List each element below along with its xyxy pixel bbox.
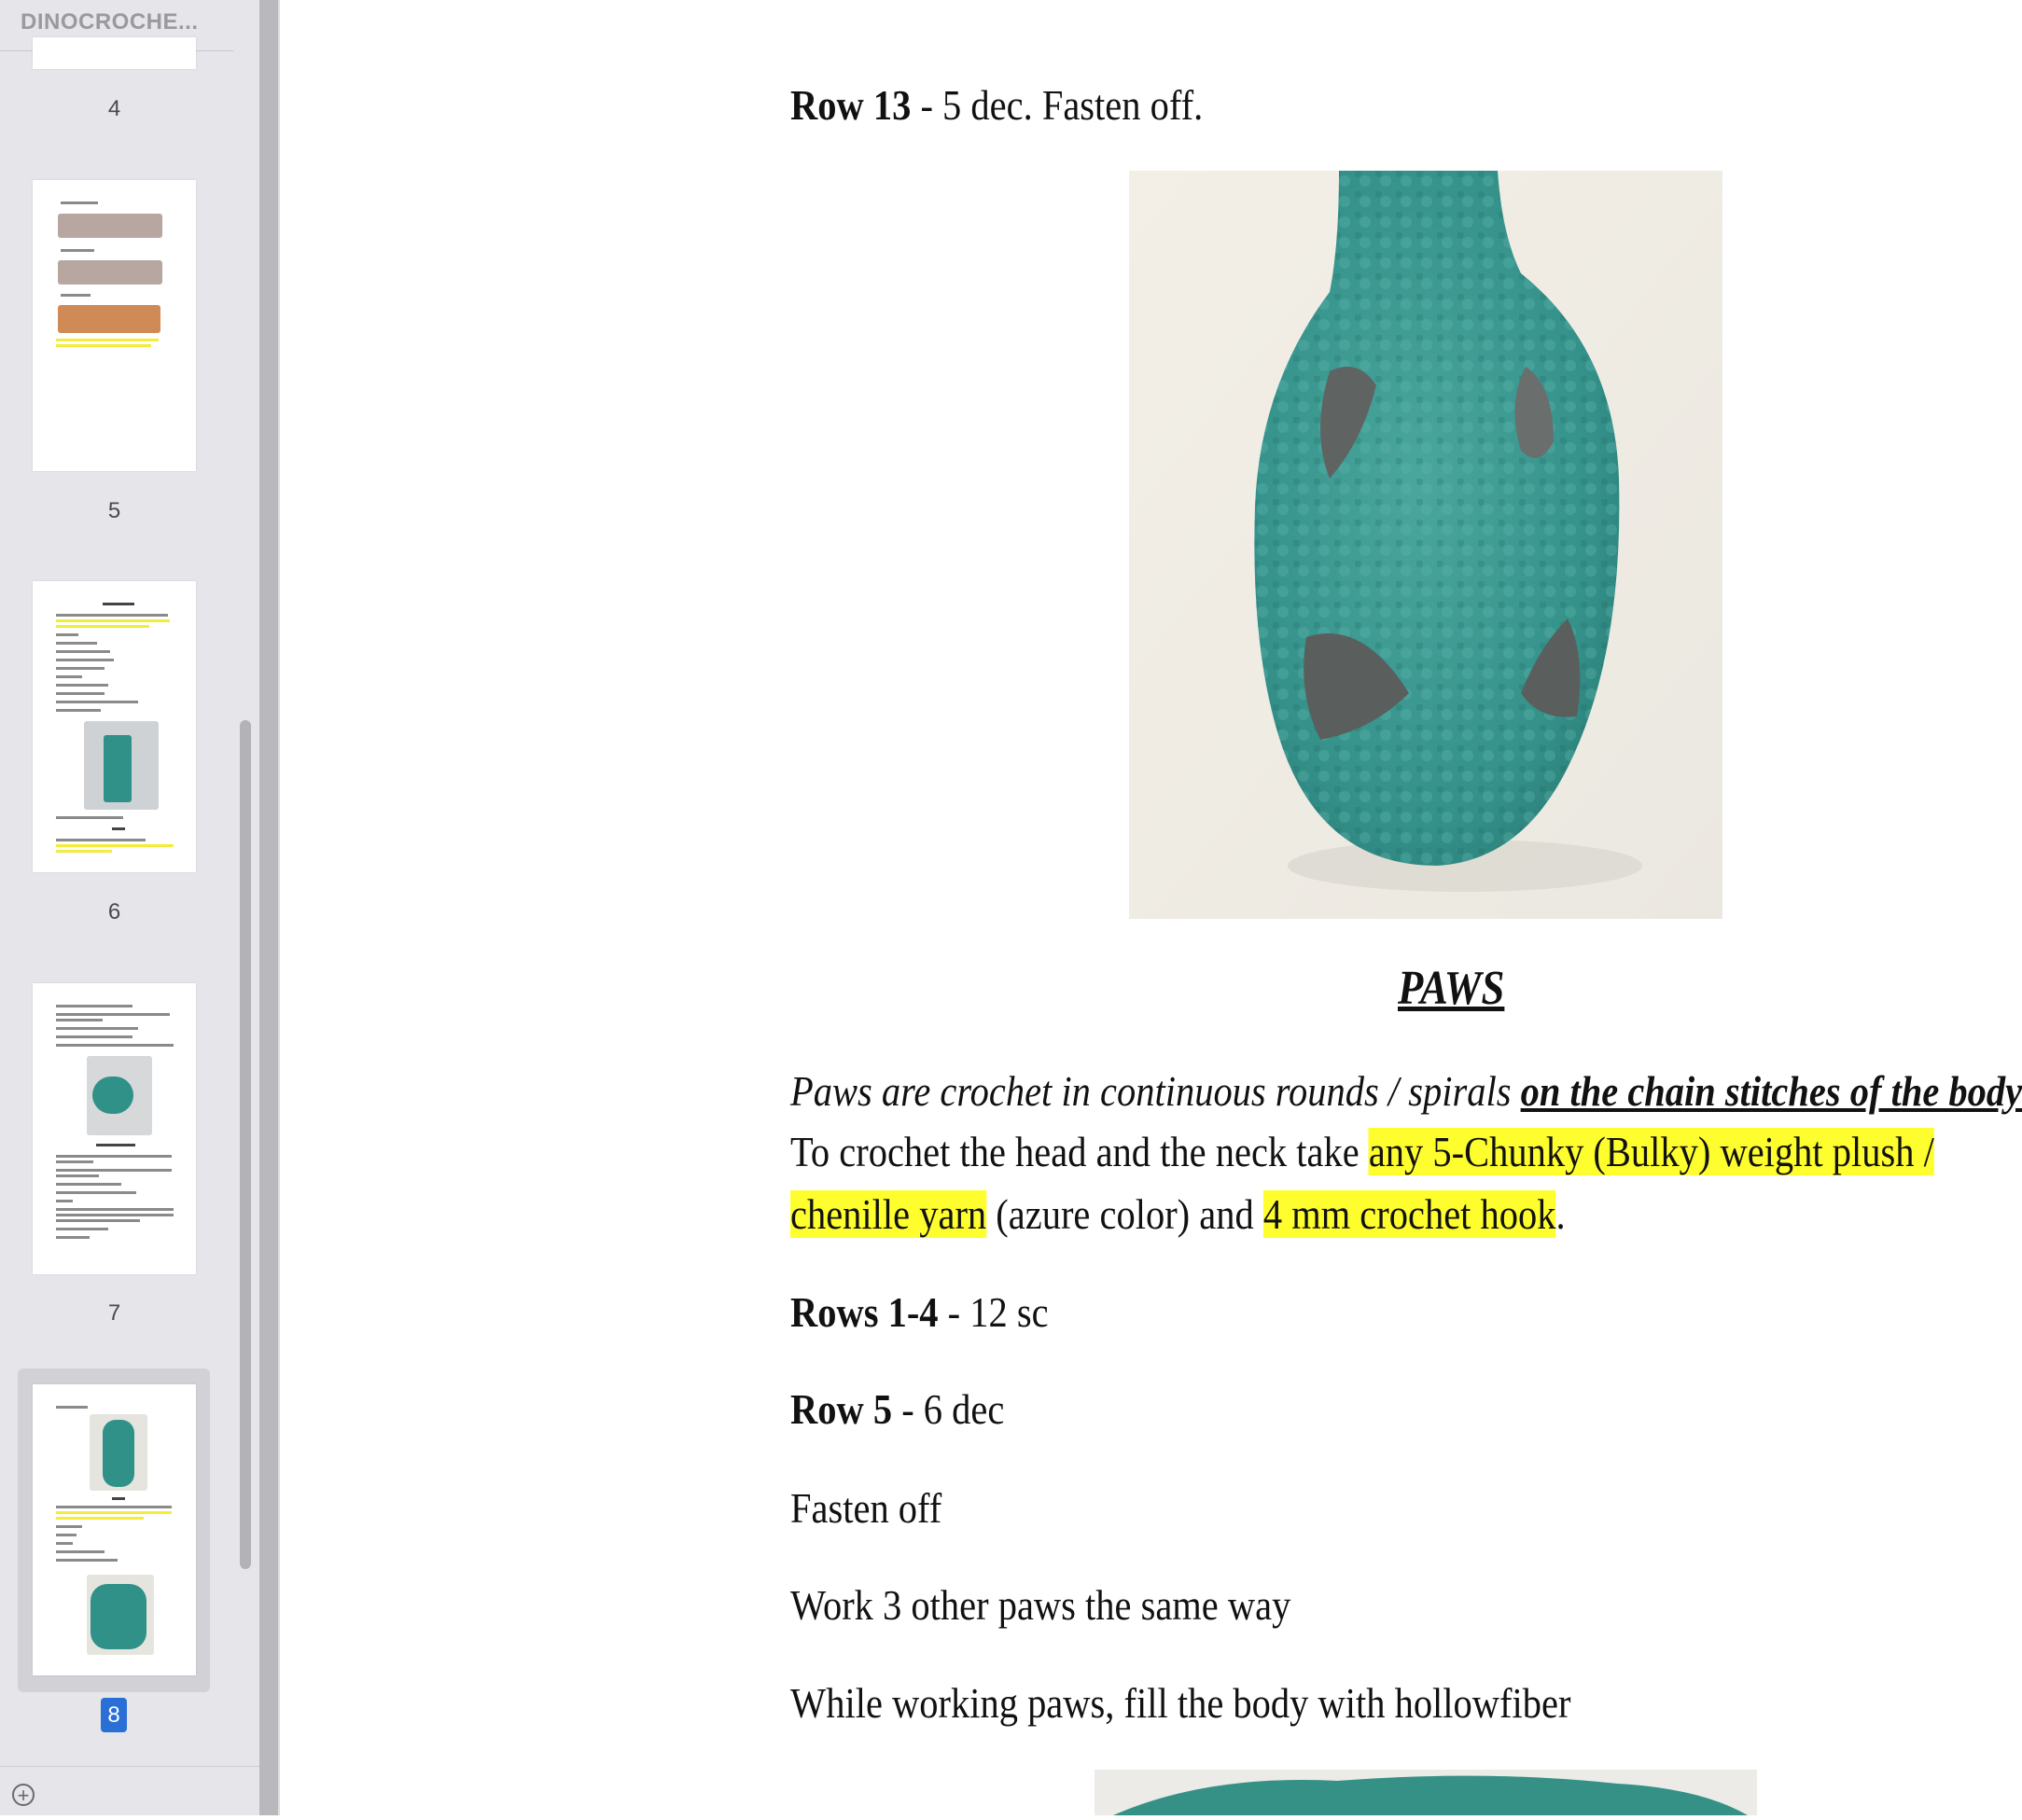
row5-text: - 6 dec <box>892 1385 1005 1433</box>
document-page <box>280 0 2022 1815</box>
fill-body-line: While working paws, fill the body with hollowfiber <box>790 1679 1571 1727</box>
intro3-text: (azure color) and <box>986 1190 1263 1238</box>
row13-text: - 5 dec. Fasten off. <box>911 81 1204 129</box>
hook-highlight: 4 mm crochet hook <box>1262 1190 1556 1238</box>
dinosaur-head-photo <box>1129 171 1722 919</box>
page-number-5: 5 <box>107 498 121 523</box>
paws-photo <box>1095 1770 1757 1815</box>
intro2-text: To crochet the head and the neck take <box>790 1128 1369 1175</box>
thumbnail-image <box>58 260 162 285</box>
fasten-off-line: Fasten off <box>790 1484 942 1532</box>
intro-italic-text: Paws are crochet in continuous rounds / spirals <box>790 1067 1521 1115</box>
page-thumbnail-5[interactable] <box>33 180 196 471</box>
rows-1-4-line <box>790 1287 1049 1337</box>
page-thumbnail-7[interactable] <box>33 983 196 1274</box>
thumbnail-image <box>58 214 162 238</box>
sidebar-bottom-divider <box>0 1766 259 1767</box>
yarn-highlight: any 5-Chunky (Bulky) weight plush / <box>1368 1128 1934 1175</box>
other-paws-line: Work 3 other paws the same way <box>790 1581 1291 1629</box>
row13-line <box>790 80 1203 130</box>
row5-line <box>790 1384 1004 1434</box>
sidebar-scrollbar[interactable] <box>240 720 251 1569</box>
page-thumbnail-4[interactable] <box>33 37 196 69</box>
chenille-highlight: chenille yarn <box>790 1190 987 1238</box>
sidebar-resize-handle[interactable] <box>259 0 278 1815</box>
intro-line-1 <box>790 1066 2022 1116</box>
thumbnail-sidebar <box>0 0 259 1815</box>
page-number-6: 6 <box>107 899 121 924</box>
page-thumbnail-6[interactable] <box>33 581 196 872</box>
intro-line-3: chenille yarn (azure color) and 4 mm crochet hook. <box>790 1190 1566 1238</box>
row5-label: Row 5 <box>790 1385 893 1433</box>
rows-1-4-label: Rows 1-4 <box>790 1288 939 1336</box>
row13-label: Row 13 <box>790 81 912 129</box>
page-number-7: 7 <box>107 1300 121 1326</box>
page-number-8-current: 8 <box>101 1698 127 1732</box>
intro-bold-text: on the chain stitches of the body <box>1520 1067 2022 1115</box>
paws-heading: PAWS <box>1398 962 1505 1015</box>
rows-1-4-text: - 12 sc <box>938 1288 1049 1336</box>
page-number-4: 4 <box>107 96 121 121</box>
document-title: DINOCROCHE... <box>21 9 199 35</box>
thumbnail-image <box>58 305 160 333</box>
intro-line-2 <box>790 1127 1934 1176</box>
page-thumbnail-8[interactable] <box>33 1384 196 1675</box>
add-page-button[interactable]: + <box>12 1784 35 1806</box>
